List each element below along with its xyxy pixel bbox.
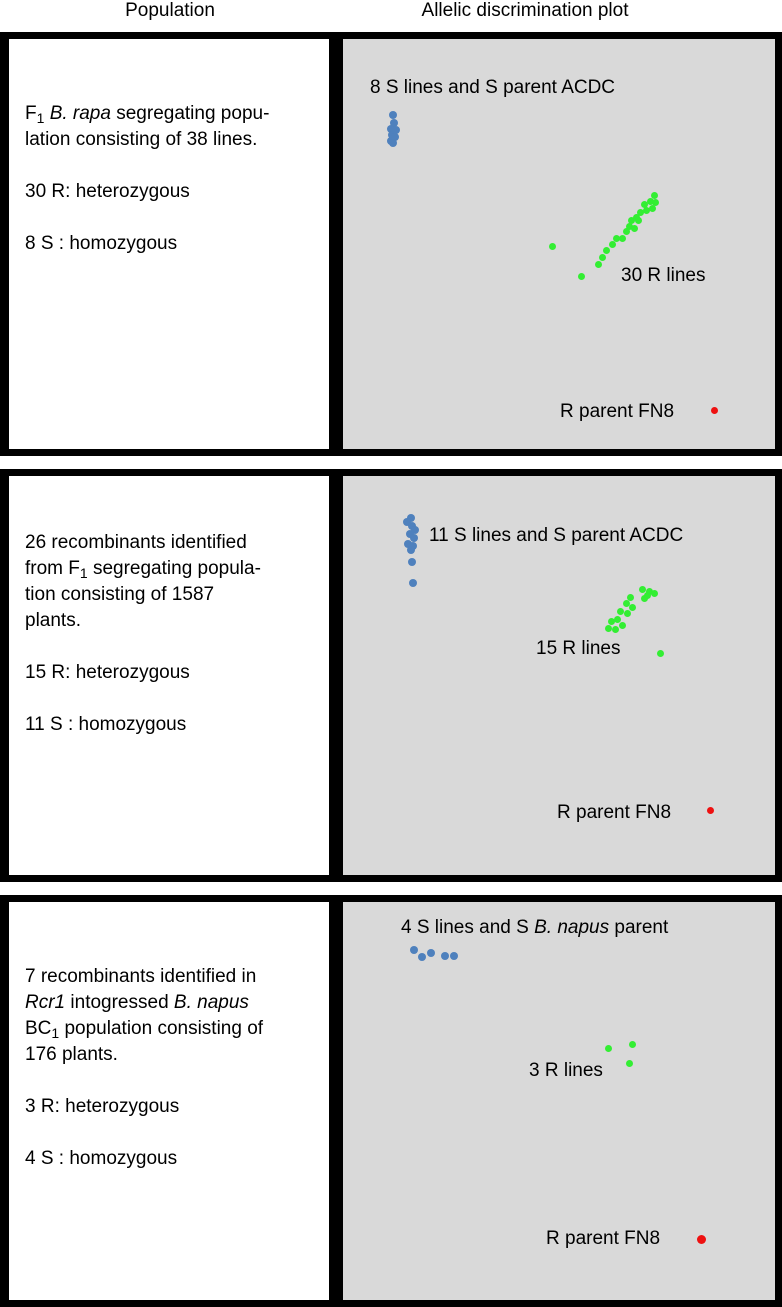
population-line-2a: 26 recombinants identified — [25, 532, 247, 553]
s-count-2: 11 S : homozygous — [25, 714, 187, 735]
panel-row-2 — [0, 469, 782, 882]
r-parent-label-3: R parent FN8 — [546, 1228, 661, 1249]
r-point — [657, 650, 664, 657]
s-cluster-label-2: 11 S lines and S parent ACDC — [429, 525, 684, 546]
s-point — [410, 946, 418, 954]
discrimination-plot-1 — [343, 39, 775, 449]
population-header: Population — [125, 0, 215, 21]
r-point — [631, 225, 638, 232]
population-line-2c: tion consisting of 1587 — [25, 584, 215, 605]
r-point — [605, 625, 612, 632]
r-parent-point — [707, 807, 714, 814]
discrimination-plot-2 — [343, 476, 775, 875]
population-title-1-cont: lation consisting of 38 lines. — [25, 129, 258, 150]
population-line-3c: $BC_1$ population consisting of — [25, 1018, 264, 1041]
r-cluster-label-1: 30 R lines — [621, 265, 706, 286]
r-point — [595, 261, 602, 268]
population-line-3d: 176 plants. — [25, 1044, 118, 1065]
r-point — [624, 610, 631, 617]
r-point — [629, 604, 636, 611]
r-count-3: 3 R: heterozygous — [25, 1096, 180, 1117]
r-point — [619, 235, 626, 242]
population-cell-2 — [9, 476, 329, 875]
discrimination-plot-3 — [343, 902, 775, 1300]
r-parent-point — [711, 407, 718, 414]
r-cluster-label-3: 3 R lines — [529, 1060, 603, 1081]
s-point — [389, 139, 397, 147]
r-parent-label-2: R parent FN8 — [557, 802, 672, 823]
r-point — [635, 217, 642, 224]
plot-header: Allelic discrimination plot — [421, 0, 629, 21]
population-cell-1 — [9, 39, 329, 449]
r-point — [549, 243, 556, 250]
s-cluster-label-3: 4 S lines and S B. napus parent — [401, 917, 669, 938]
r-point — [652, 199, 659, 206]
r-parent-point — [697, 1235, 706, 1244]
r-point — [617, 608, 624, 615]
population-line-2d: plants. — [25, 610, 81, 631]
s-point — [409, 579, 417, 587]
r-point — [619, 622, 626, 629]
s-point — [427, 949, 435, 957]
r-cluster-label-2: 15 R lines — [536, 638, 621, 659]
r-parent-label-1: R parent FN8 — [560, 401, 675, 422]
population-cell-3 — [9, 902, 329, 1300]
population-description-1 — [25, 101, 325, 283]
population-line-2b: from $F_1$ segregating popula- — [25, 558, 261, 581]
s-count-3: 4 S : homozygous — [25, 1148, 178, 1169]
s-count-1: 8 S : homozygous — [25, 233, 178, 254]
panel-row-3 — [0, 895, 782, 1307]
r-point — [626, 1060, 633, 1067]
r-point — [612, 626, 619, 633]
s-point — [450, 952, 458, 960]
r-point — [609, 241, 616, 248]
r-point — [651, 590, 658, 597]
r-point — [644, 592, 651, 599]
panel-row-1 — [0, 32, 782, 456]
population-line-3b: Rcr1 intogressed B. napus — [25, 992, 249, 1013]
population-line-3a: 7 recombinants identified in — [25, 966, 257, 987]
r-point — [629, 1041, 636, 1048]
r-count-2: 15 R: heterozygous — [25, 662, 190, 683]
population-title-1: $F_1$ B. rapa segregating popu- — [25, 103, 270, 126]
r-count-1: 30 R: heterozygous — [25, 181, 190, 202]
s-point — [418, 953, 426, 961]
r-point — [599, 254, 606, 261]
r-point — [608, 618, 615, 625]
population-description-2 — [25, 530, 330, 764]
r-point — [605, 1045, 612, 1052]
s-point — [389, 111, 397, 119]
population-description-3 — [25, 964, 335, 1198]
r-point — [651, 192, 658, 199]
r-point — [603, 247, 610, 254]
s-point — [407, 546, 415, 554]
s-point — [408, 558, 416, 566]
r-point — [578, 273, 585, 280]
r-point — [649, 205, 656, 212]
s-point — [441, 952, 449, 960]
s-cluster-label-1: 8 S lines and S parent ACDC — [370, 77, 616, 98]
